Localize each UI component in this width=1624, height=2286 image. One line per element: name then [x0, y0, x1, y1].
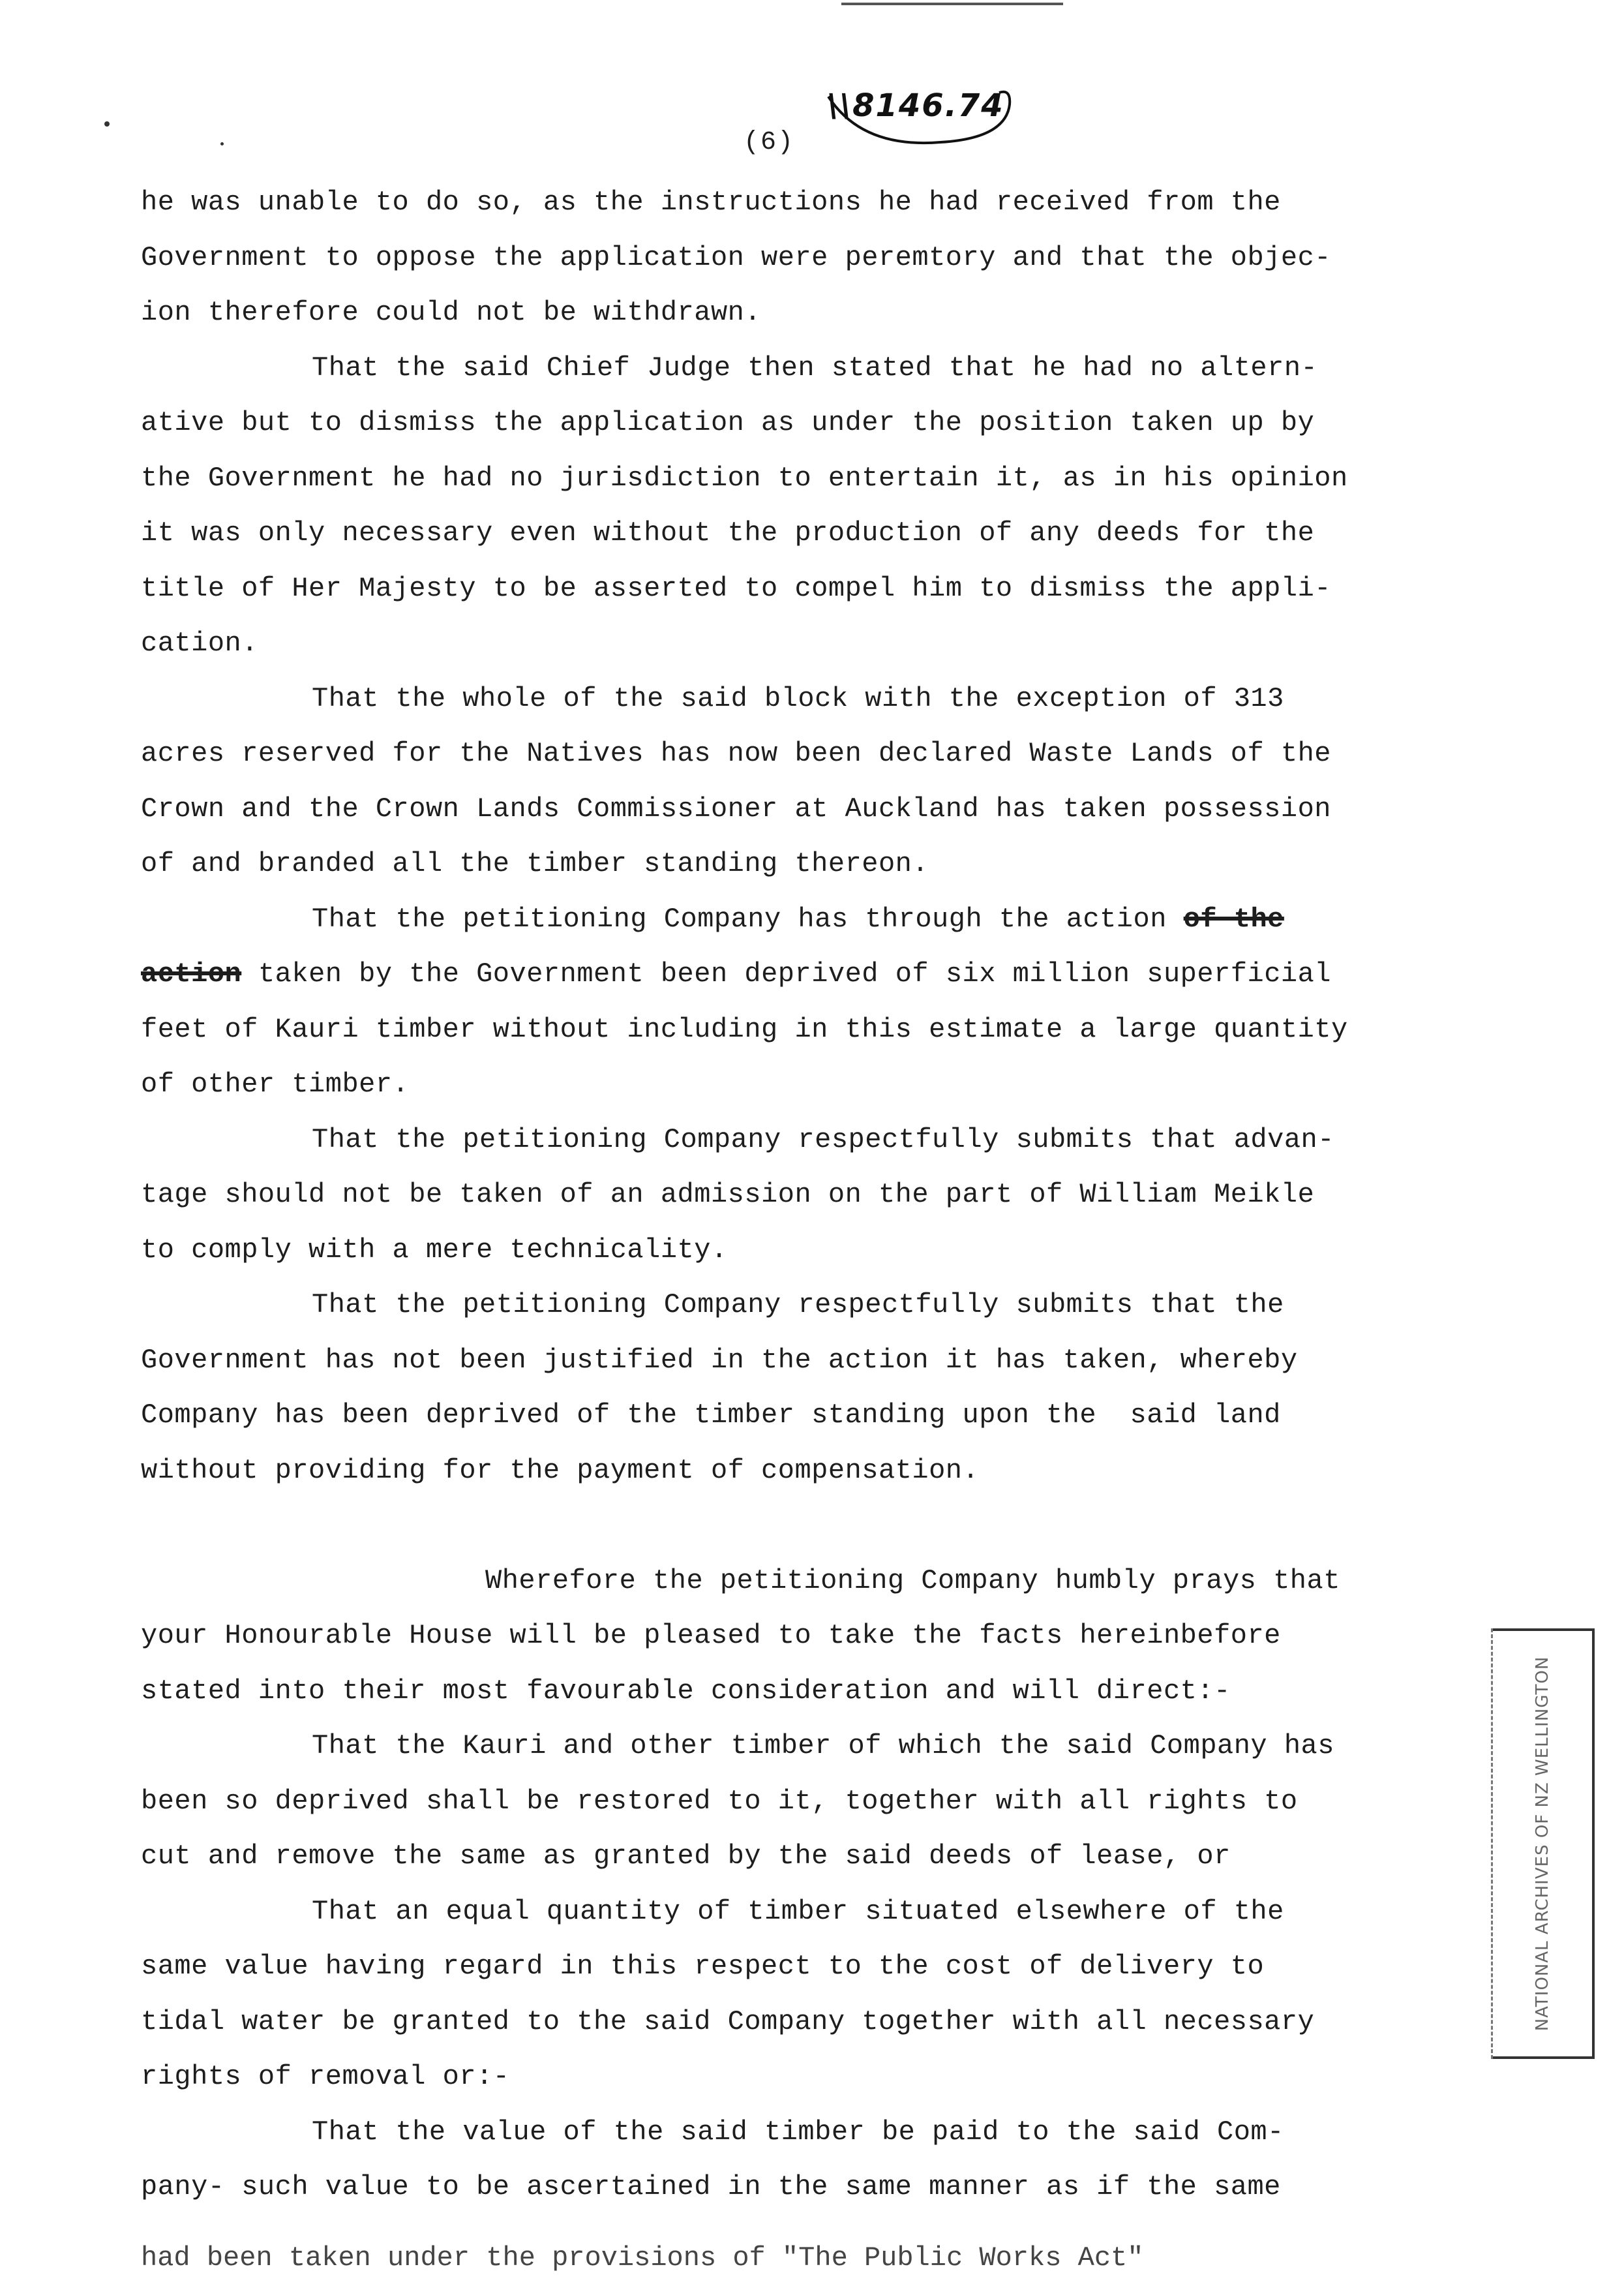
- text-line: stated into their most favourable consideration and will direct:-: [141, 1675, 1231, 1707]
- text-line: acres reserved for the Natives has now been declared Waste Lands of the: [141, 738, 1331, 769]
- text-line: had been taken under the provisions of "The Public Works Act": [141, 2242, 1144, 2274]
- text-line: Government to oppose the application were peremtory and that the objec-: [141, 241, 1331, 273]
- text-segment: taken by the Government been deprived of six million superficial: [258, 958, 1332, 990]
- text-line: That the petitioning Company respectfully submits that the: [312, 1289, 1284, 1320]
- struck-out-text: of the: [1183, 903, 1284, 935]
- struck-out-text: action: [141, 958, 242, 990]
- text-line: feet of Kauri timber without including in this estimate a large quantity: [141, 1013, 1348, 1045]
- text-line: That the whole of the said block with the exception of 313: [312, 682, 1284, 714]
- text-line: he was unable to do so, as the instructions he had received from the: [141, 187, 1281, 218]
- text-line: [141, 947, 1445, 1002]
- text-line: Company has been deprived of the timber standing upon the said land: [141, 1399, 1281, 1431]
- text-line: Wherefore the petitioning Company humbly prays that: [485, 1564, 1340, 1596]
- page-number: (6): [744, 128, 795, 157]
- handwritten-reference-number: \\8146.74: [827, 87, 1004, 124]
- text-line: That the Kauri and other timber of which the said Company has: [312, 1730, 1334, 1761]
- stamp-border-bottom: [1493, 2056, 1592, 2059]
- text-line: it was only necessary even without the production of any deeds for the: [141, 517, 1315, 549]
- text-line: title of Her Majesty to be asserted to compel him to dismiss the appli-: [141, 572, 1331, 604]
- text-line: tage should not be taken of an admission on the part of William Meikle: [141, 1179, 1315, 1210]
- text-line: rights of removal or:-: [141, 2061, 510, 2092]
- petition-body-text: [141, 175, 1445, 2215]
- stray-ink-mark: [104, 121, 110, 127]
- text-line: cation.: [141, 628, 258, 659]
- cut-off-bottom-line: [141, 2242, 1315, 2279]
- stray-ink-mark: [220, 142, 224, 145]
- text-line: tidal water be granted to the said Company together with all necessary: [141, 2005, 1315, 2037]
- text-line: That the said Chief Judge then stated that he had no altern-: [312, 352, 1318, 384]
- text-line: pany- such value to be ascertained in the same manner as if the same: [141, 2171, 1281, 2202]
- text-line: That the petitioning Company respectfully submits that advan-: [312, 1123, 1334, 1155]
- text-line: ative but to dismiss the application as under the position taken up by: [141, 407, 1315, 438]
- text-line: your Honourable House will be pleased to take the facts hereinbefore: [141, 1620, 1281, 1651]
- text-line: same value having regard in this respect to the cost of delivery to: [141, 1951, 1265, 1982]
- text-line: been so deprived shall be restored to it, together with all rights to: [141, 1785, 1298, 1817]
- top-edge-rule: [841, 3, 1063, 5]
- text-line: Crown and the Crown Lands Commissioner at Auckland has taken possession: [141, 793, 1331, 825]
- text-line: cut and remove the same as granted by the said deeds of lease, or: [141, 1840, 1231, 1872]
- stamp-border-top: [1493, 1628, 1592, 1631]
- text-line: of and branded all the timber standing thereon.: [141, 848, 929, 879]
- paragraph-gap: [141, 1498, 1445, 1553]
- text-line: of other timber.: [141, 1069, 410, 1100]
- text-line: [141, 892, 1445, 947]
- text-line: That the value of the said timber be paid to the said Com-: [312, 2116, 1284, 2148]
- text-line: ion therefore could not be withdrawn.: [141, 297, 762, 328]
- archive-stamp: [1491, 1628, 1595, 2059]
- text-segment: That the petitioning Company has through the action: [312, 903, 1167, 935]
- text-line: without providing for the payment of compensation.: [141, 1454, 980, 1486]
- text-line: the Government he had no jurisdiction to entertain it, as in his opinion: [141, 462, 1348, 494]
- text-line: Government has not been justified in the action it has taken, whereby: [141, 1344, 1298, 1376]
- text-line: That an equal quantity of timber situated elsewhere of the: [312, 1895, 1284, 1927]
- text-line: to comply with a mere technicality.: [141, 1234, 728, 1266]
- stamp-text: NATIONAL ARCHIVES OF NZ WELLINGTON: [1533, 1656, 1552, 2032]
